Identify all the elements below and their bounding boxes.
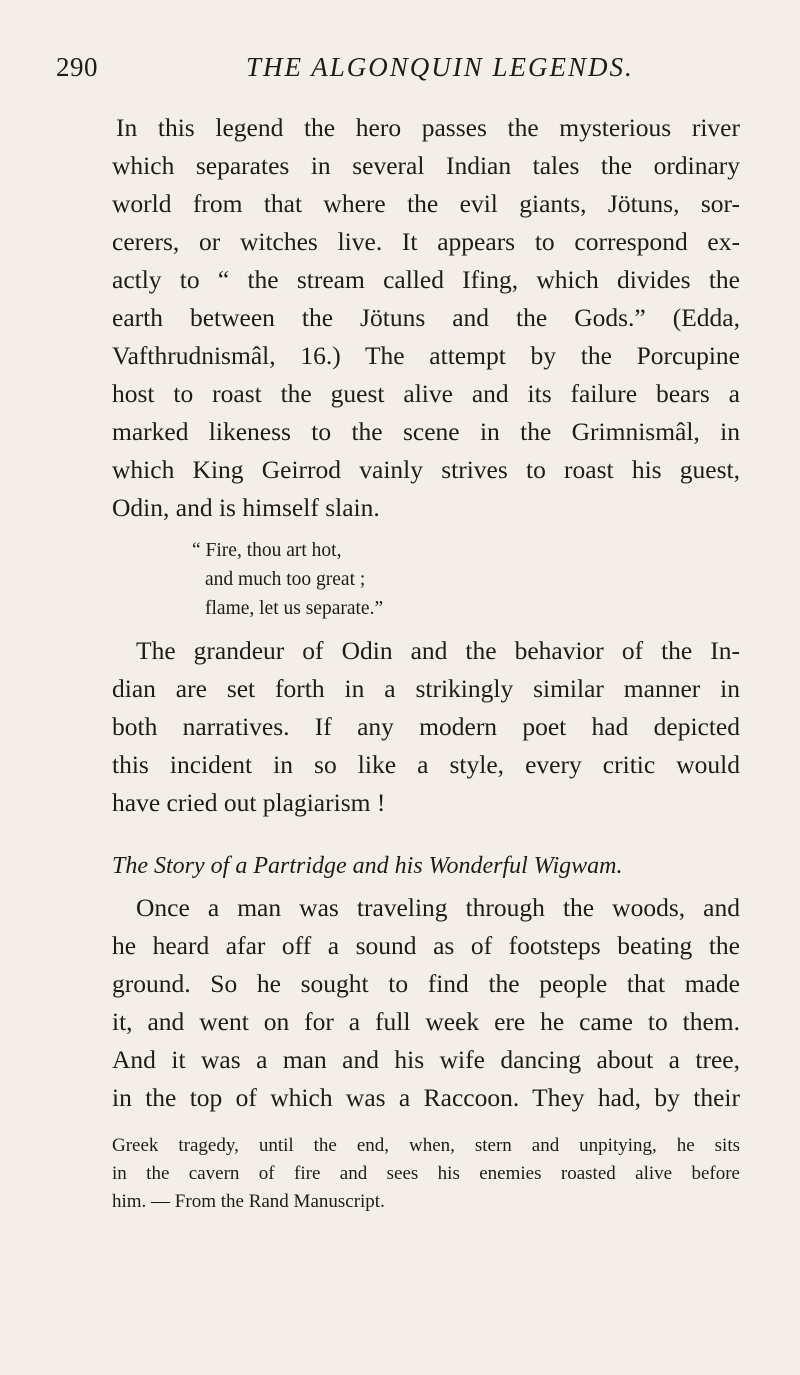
- paragraph-line: ground. So he sought to find the people that made: [112, 969, 740, 998]
- section-title: The Story of a Partridge and his Wonderful Wigwam.: [112, 853, 623, 879]
- paragraph-line: world from that where the evil giants, Jötuns, sor-: [112, 189, 740, 218]
- footnote-line: Greek tragedy, until the end, when, stern and unpitying, he sits: [112, 1135, 740, 1156]
- paragraph-line: both narratives. If any modern poet had depicted: [112, 712, 740, 741]
- footnote-line: him. — From the Rand Manuscript.: [112, 1191, 385, 1212]
- paragraph-line: dian are set forth in a strikingly similar manner in: [112, 674, 740, 703]
- paragraph-line: it, and went on for a full week ere he came to them.: [112, 1007, 740, 1036]
- paragraph-line: he heard afar off a sound as of footsteps beating the: [112, 931, 740, 960]
- verse-line: and much too great ;: [205, 569, 366, 590]
- paragraph-line: Odin, and is himself slain.: [112, 493, 380, 522]
- page-number: 290: [56, 52, 98, 82]
- footnote-line: in the cavern of fire and sees his enemies roasted alive before: [112, 1163, 740, 1184]
- paragraph-line: Vafthrudnismâl, 16.) The attempt by the Porcupine: [112, 341, 740, 370]
- page-header: [56, 52, 746, 92]
- paragraph-line: which separates in several Indian tales the ordinary: [112, 151, 740, 180]
- paragraph-line: And it was a man and his wife dancing about a tree,: [112, 1045, 740, 1074]
- paragraph-line: marked likeness to the scene in the Grimnismâl, in: [112, 417, 740, 446]
- paragraph-line: in the top of which was a Raccoon. They had, by their: [112, 1083, 740, 1112]
- verse-line: flame, let us separate.”: [205, 598, 384, 619]
- paragraph-line: host to roast the guest alive and its failure bears a: [112, 379, 740, 408]
- paragraph-line: Once a man was traveling through the woods, and: [136, 893, 740, 922]
- paragraph-line: this incident in so like a style, every critic would: [112, 750, 740, 779]
- verse-line: “ Fire, thou art hot,: [192, 540, 342, 561]
- paragraph-line: have cried out plagiarism !: [112, 788, 386, 817]
- paragraph-line: In this legend the hero passes the mysterious river: [116, 113, 740, 142]
- paragraph-line: The grandeur of Odin and the behavior of the In-: [136, 636, 740, 665]
- paragraph-line: actly to “ the stream called Ifing, which divides the: [112, 265, 740, 294]
- paragraph-line: earth between the Jötuns and the Gods.” (Edda,: [112, 303, 740, 332]
- paragraph-line: which King Geirrod vainly strives to roast his guest,: [112, 455, 740, 484]
- paragraph-line: cerers, or witches live. It appears to correspond ex-: [112, 227, 740, 256]
- running-head: THE ALGONQUIN LEGENDS.: [246, 52, 634, 82]
